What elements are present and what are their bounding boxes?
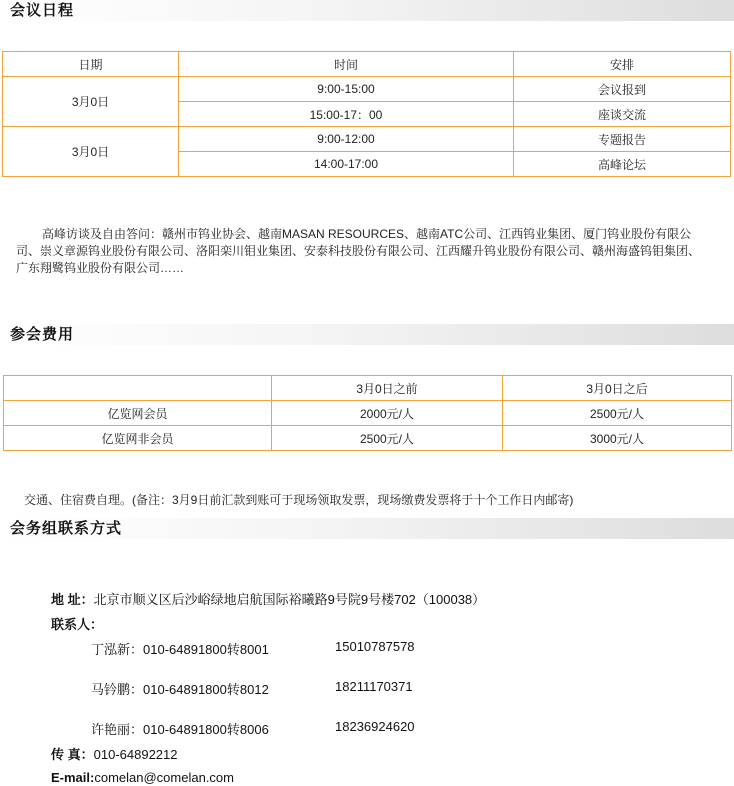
schedule-activity-cell: 座谈交流 <box>514 102 731 127</box>
schedule-date-cell: 3月0日 <box>3 127 179 177</box>
contact-mobile: 18211170371 <box>335 679 413 694</box>
contact-phone: 010-64891800转8006 <box>143 722 269 737</box>
contact-name: 许艳丽： <box>91 722 144 737</box>
address-value: 北京市顺义区后沙峪绿地启航国际裕曦路9号院9号楼702（100038） <box>93 592 486 607</box>
schedule-time-cell: 9:00-15:00 <box>179 77 514 102</box>
fees-row <box>4 426 732 451</box>
contact-phone: 010-64891800转8012 <box>143 682 269 697</box>
contact-person <box>91 719 269 738</box>
contact-section-title: 会务组联系方式 <box>0 518 734 539</box>
schedule-date-cell: 3月0日 <box>3 77 179 127</box>
fees-type-cell: 亿览网非会员 <box>4 426 272 451</box>
fees-after-cell: 3000元/人 <box>503 426 732 451</box>
fees-section-title: 参会费用 <box>0 324 734 345</box>
contact-mobile: 15010787578 <box>335 639 415 654</box>
fees-header-type <box>4 376 272 401</box>
schedule-activity-cell: 高峰论坛 <box>514 152 731 177</box>
schedule-header-row <box>3 52 731 77</box>
fees-before-cell: 2500元/人 <box>272 426 503 451</box>
fax-line <box>51 744 177 763</box>
email-line <box>51 770 234 785</box>
contact-person <box>91 679 269 698</box>
schedule-activity-cell: 会议报到 <box>514 77 731 102</box>
schedule-row <box>3 77 731 102</box>
schedule-header-date: 日期 <box>3 52 179 77</box>
fees-before-cell: 2000元/人 <box>272 401 503 426</box>
schedule-section-title: 会议日程 <box>0 0 734 21</box>
contact-name: 丁泓新： <box>91 642 144 657</box>
schedule-header-activity: 安排 <box>514 52 731 77</box>
contact-phone: 010-64891800转8001 <box>143 642 269 657</box>
fees-note: 交通、住宿费自理。(备注：3月9日前汇款到账可于现场领取发票，现场缴费发票将于十个工作日内邮寄) <box>24 493 574 507</box>
fees-row <box>4 401 732 426</box>
address-line <box>51 589 485 608</box>
fees-after-cell: 2500元/人 <box>503 401 732 426</box>
fees-type-cell: 亿览网会员 <box>4 401 272 426</box>
fees-table <box>3 375 732 451</box>
schedule-time-cell: 15:00-17：00 <box>179 102 514 127</box>
fees-header-row <box>4 376 732 401</box>
contact-name: 马钤鹏： <box>91 682 144 697</box>
schedule-activity-cell: 专题报告 <box>514 127 731 152</box>
contact-mobile: 18236924620 <box>335 719 415 734</box>
fees-header-before: 3月0日之前 <box>272 376 503 401</box>
schedule-time-cell: 9:00-12:00 <box>179 127 514 152</box>
fax-label: 传 真： <box>51 747 94 762</box>
address-label: 地 址： <box>51 592 94 607</box>
schedule-table <box>2 51 731 177</box>
contact-person <box>91 639 269 658</box>
email-label: E-mail: <box>51 770 95 785</box>
summit-participants-text: 高峰访谈及自由答问：赣州市钨业协会、越南MASAN RESOURCES、越南ATC公司、江西钨业集团、厦门钨业股份有限公司、崇义章源钨业股份有限公司、洛阳栾川钼业集团、安泰科技股份有限公司、江西耀升钨业股份有限公司、赣州海盛钨钼集团、广东翔鹭钨业股份有限公司…… <box>16 227 701 275</box>
schedule-time-cell: 14:00-17:00 <box>179 152 514 177</box>
contacts-label: 联系人： <box>51 617 104 632</box>
fax-value: 010-64892212 <box>93 747 178 762</box>
fees-header-after: 3月0日之后 <box>503 376 732 401</box>
email-value[interactable]: comelan@comelan.com <box>94 770 234 785</box>
schedule-row <box>3 127 731 152</box>
schedule-header-time: 时间 <box>179 52 514 77</box>
